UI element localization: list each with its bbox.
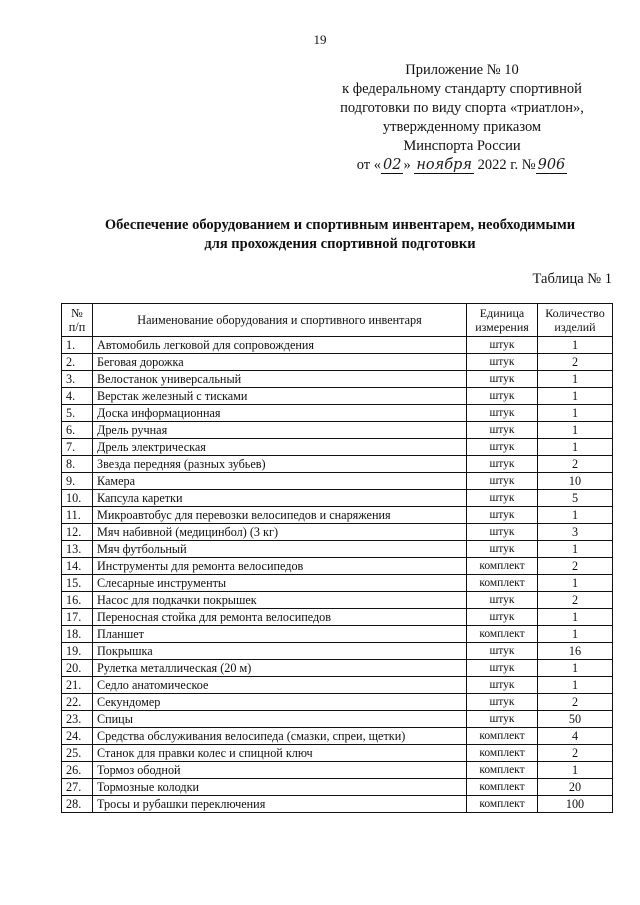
- row-unit-cell: комплект: [467, 796, 538, 813]
- row-name-cell: Покрышка: [93, 643, 467, 660]
- row-name-cell: Тормоз ободной: [93, 762, 467, 779]
- row-num-cell: 18.: [62, 626, 93, 643]
- row-name-cell: Беговая дорожка: [93, 354, 467, 371]
- row-unit-cell: штук: [467, 456, 538, 473]
- row-qty-cell: 5: [538, 490, 613, 507]
- row-qty-cell: 1: [538, 439, 613, 456]
- table-row: [62, 524, 613, 541]
- row-num-cell: 21.: [62, 677, 93, 694]
- header-num: [62, 304, 93, 337]
- table-row: [62, 541, 613, 558]
- date-prefix: от «: [356, 157, 381, 173]
- appendix-line-5: Минспорта России: [403, 138, 521, 154]
- row-num-cell: 26.: [62, 762, 93, 779]
- row-num-cell: 1.: [62, 337, 93, 354]
- row-unit-cell: комплект: [467, 626, 538, 643]
- row-qty-cell: 2: [538, 456, 613, 473]
- table-row: [62, 490, 613, 507]
- date-day: 02: [382, 157, 402, 173]
- table-label: Таблица № 1: [532, 271, 612, 287]
- row-qty-cell: 1: [538, 507, 613, 524]
- row-num-cell: 19.: [62, 643, 93, 660]
- table-row: [62, 558, 613, 575]
- row-name-cell: Велостанок универсальный: [93, 371, 467, 388]
- page-number: 19: [313, 32, 327, 47]
- appendix-line-3: подготовки по виду спорта «триатлон»,: [340, 100, 584, 116]
- table-row: [62, 388, 613, 405]
- row-num-cell: 2.: [62, 354, 93, 371]
- row-qty-cell: 20: [538, 779, 613, 796]
- row-name-cell: Насос для подкачки покрышек: [93, 592, 467, 609]
- row-qty-cell: 10: [538, 473, 613, 490]
- header-qty: [538, 304, 613, 337]
- row-num-cell: 4.: [62, 388, 93, 405]
- row-qty-cell: 1: [538, 422, 613, 439]
- row-name-cell: Слесарные инструменты: [93, 575, 467, 592]
- row-num-cell: 7.: [62, 439, 93, 456]
- table-row: [62, 745, 613, 762]
- row-unit-cell: штук: [467, 473, 538, 490]
- title-line-1: Обеспечение оборудованием и спортивным инвентарем, необходимыми: [104, 217, 576, 233]
- row-qty-cell: 1: [538, 337, 613, 354]
- row-num-cell: 28.: [62, 796, 93, 813]
- row-num-cell: 12.: [62, 524, 93, 541]
- row-name-cell: Капсула каретки: [93, 490, 467, 507]
- row-name-cell: Тормозные колодки: [93, 779, 467, 796]
- row-unit-cell: штук: [467, 592, 538, 609]
- row-qty-cell: 1: [538, 371, 613, 388]
- row-num-cell: 10.: [62, 490, 93, 507]
- row-num-cell: 3.: [62, 371, 93, 388]
- row-num-cell: 27.: [62, 779, 93, 796]
- row-unit-cell: штук: [467, 422, 538, 439]
- row-qty-cell: 50: [538, 711, 613, 728]
- row-name-cell: Планшет: [93, 626, 467, 643]
- row-num-cell: 5.: [62, 405, 93, 422]
- row-name-cell: Рулетка металлическая (20 м): [93, 660, 467, 677]
- row-unit-cell: комплект: [467, 745, 538, 762]
- row-qty-cell: 1: [538, 626, 613, 643]
- appendix-line-4: утвержденному приказом: [382, 119, 542, 135]
- row-unit-cell: штук: [467, 609, 538, 626]
- row-qty-cell: 1: [538, 660, 613, 677]
- row-qty-cell: 3: [538, 524, 613, 541]
- row-unit-cell: комплект: [467, 575, 538, 592]
- row-num-cell: 22.: [62, 694, 93, 711]
- row-unit-cell: штук: [467, 694, 538, 711]
- row-name-cell: Дрель электрическая: [93, 439, 467, 456]
- table-row: [62, 694, 613, 711]
- row-name-cell: Секундомер: [93, 694, 467, 711]
- row-name-cell: Инструменты для ремонта велосипедов: [93, 558, 467, 575]
- row-name-cell: Мяч футбольный: [93, 541, 467, 558]
- row-unit-cell: штук: [467, 405, 538, 422]
- table-row: [62, 762, 613, 779]
- table-row: [62, 337, 613, 354]
- row-unit-cell: штук: [467, 337, 538, 354]
- row-qty-cell: 1: [538, 575, 613, 592]
- header-num-line1: №: [71, 306, 83, 320]
- row-unit-cell: штук: [467, 490, 538, 507]
- table-row: [62, 643, 613, 660]
- row-qty-cell: 2: [538, 558, 613, 575]
- date-mid: »: [403, 157, 415, 173]
- row-qty-cell: 1: [538, 677, 613, 694]
- row-name-cell: Доска информационная: [93, 405, 467, 422]
- table-row: [62, 371, 613, 388]
- row-name-cell: Звезда передняя (разных зубьев): [93, 456, 467, 473]
- row-unit-cell: комплект: [467, 779, 538, 796]
- row-num-cell: 25.: [62, 745, 93, 762]
- appendix-line-1: Приложение № 10: [405, 62, 519, 78]
- table-row: [62, 626, 613, 643]
- row-num-cell: 14.: [62, 558, 93, 575]
- row-unit-cell: штук: [467, 388, 538, 405]
- table-row: [62, 575, 613, 592]
- row-name-cell: Автомобиль легковой для сопровождения: [93, 337, 467, 354]
- row-name-cell: Микроавтобус для перевозки велосипедов и снаряжения: [93, 507, 467, 524]
- table-row: [62, 405, 613, 422]
- row-unit-cell: комплект: [467, 558, 538, 575]
- row-unit-cell: штук: [467, 660, 538, 677]
- row-num-cell: 9.: [62, 473, 93, 490]
- header-unit-line1: Единица: [479, 306, 525, 320]
- row-unit-cell: штук: [467, 677, 538, 694]
- row-name-cell: Переносная стойка для ремонта велосипедов: [93, 609, 467, 626]
- row-qty-cell: 100: [538, 796, 613, 813]
- row-num-cell: 13.: [62, 541, 93, 558]
- row-unit-cell: штук: [467, 711, 538, 728]
- order-date-line: [312, 156, 612, 175]
- header-unit: [467, 304, 538, 337]
- row-num-cell: 15.: [62, 575, 93, 592]
- date-month: ноября: [416, 157, 472, 173]
- table-row: [62, 660, 613, 677]
- row-unit-cell: штук: [467, 541, 538, 558]
- table-row: [62, 592, 613, 609]
- table-row: [62, 456, 613, 473]
- table-row: [62, 354, 613, 371]
- row-unit-cell: штук: [467, 439, 538, 456]
- header-unit-line2: измерения: [475, 320, 529, 334]
- row-qty-cell: 1: [538, 762, 613, 779]
- row-qty-cell: 16: [538, 643, 613, 660]
- row-qty-cell: 2: [538, 745, 613, 762]
- row-qty-cell: 2: [538, 354, 613, 371]
- table-row: [62, 609, 613, 626]
- row-num-cell: 20.: [62, 660, 93, 677]
- table-row: [62, 507, 613, 524]
- row-num-cell: 17.: [62, 609, 93, 626]
- row-name-cell: Спицы: [93, 711, 467, 728]
- row-name-cell: Тросы и рубашки переключения: [93, 796, 467, 813]
- appendix-block: [312, 61, 612, 175]
- row-unit-cell: штук: [467, 643, 538, 660]
- header-num-line2: п/п: [68, 320, 86, 334]
- row-num-cell: 8.: [62, 456, 93, 473]
- row-qty-cell: 4: [538, 728, 613, 745]
- row-unit-cell: штук: [467, 507, 538, 524]
- row-unit-cell: штук: [467, 354, 538, 371]
- row-name-cell: Верстак железный с тисками: [93, 388, 467, 405]
- row-name-cell: Дрель ручная: [93, 422, 467, 439]
- row-num-cell: 24.: [62, 728, 93, 745]
- table-row: [62, 711, 613, 728]
- document-title: [40, 216, 640, 254]
- row-unit-cell: комплект: [467, 762, 538, 779]
- row-num-cell: 11.: [62, 507, 93, 524]
- table-row: [62, 728, 613, 745]
- table-header-row: [62, 304, 613, 337]
- row-name-cell: Средства обслуживания велосипеда (смазки, спреи, щетки): [93, 728, 467, 745]
- row-unit-cell: штук: [467, 371, 538, 388]
- table-body: [62, 337, 613, 813]
- row-unit-cell: комплект: [467, 728, 538, 745]
- row-qty-cell: 1: [538, 405, 613, 422]
- row-unit-cell: штук: [467, 524, 538, 541]
- row-qty-cell: 1: [538, 388, 613, 405]
- appendix-line-2: к федеральному стандарту спортивной: [342, 81, 582, 97]
- row-qty-cell: 2: [538, 592, 613, 609]
- row-qty-cell: 1: [538, 609, 613, 626]
- table-row: [62, 779, 613, 796]
- header-name: Наименование оборудования и спортивного инвентаря: [93, 304, 467, 337]
- row-qty-cell: 1: [538, 541, 613, 558]
- table-row: [62, 677, 613, 694]
- row-name-cell: Седло анатомическое: [93, 677, 467, 694]
- date-year: 2022 г. №: [473, 157, 536, 173]
- table-row: [62, 796, 613, 813]
- row-name-cell: Станок для правки колес и спицной ключ: [93, 745, 467, 762]
- header-qty-line1: Количество: [545, 306, 605, 320]
- row-name-cell: Камера: [93, 473, 467, 490]
- row-name-cell: Мяч набивной (медицинбол) (3 кг): [93, 524, 467, 541]
- row-num-cell: 23.: [62, 711, 93, 728]
- row-qty-cell: 2: [538, 694, 613, 711]
- order-number: 906: [537, 157, 566, 173]
- row-num-cell: 6.: [62, 422, 93, 439]
- table-row: [62, 439, 613, 456]
- header-qty-line2: изделий: [554, 320, 596, 334]
- title-line-2: для прохождения спортивной подготовки: [204, 236, 476, 252]
- row-num-cell: 16.: [62, 592, 93, 609]
- table-row: [62, 473, 613, 490]
- equipment-table: [61, 303, 613, 813]
- table-row: [62, 422, 613, 439]
